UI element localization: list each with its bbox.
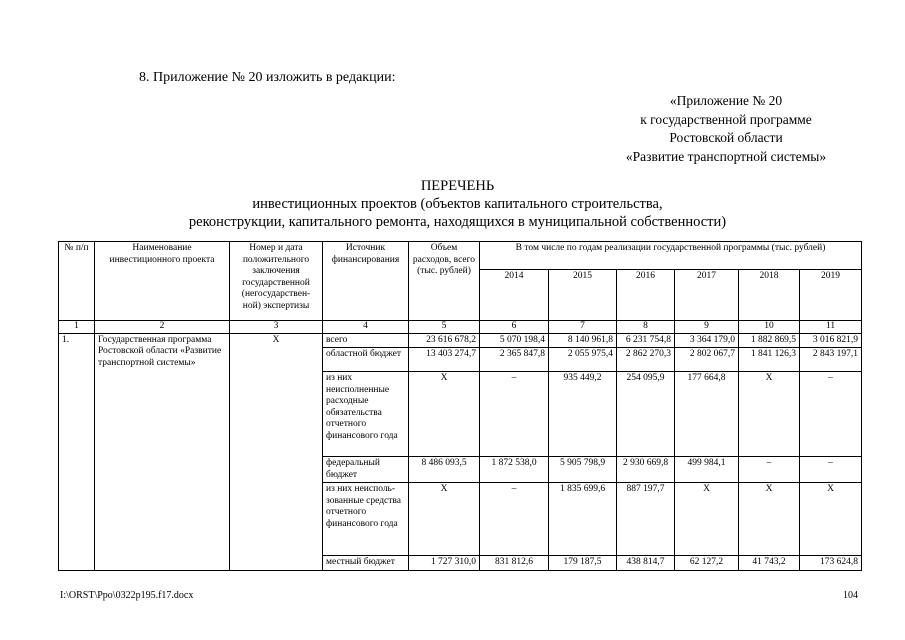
- value-cell: 6 231 754,8: [617, 333, 675, 348]
- column-number: 11: [800, 321, 862, 334]
- title-main: ПЕРЕЧЕНЬ: [420, 178, 495, 194]
- value-cell: 62 127,2: [675, 556, 739, 571]
- value-cell: 3 016 821,9: [800, 333, 862, 348]
- column-number: 3: [230, 321, 323, 334]
- projects-table: [58, 241, 862, 571]
- column-number: 10: [739, 321, 800, 334]
- column-number: 7: [549, 321, 617, 334]
- appendix-line-4: «Развитие транспортной системы»: [625, 148, 827, 164]
- value-cell: 3 364 179,0: [675, 333, 739, 348]
- value-cell: 2 802 067,7: [675, 348, 739, 372]
- project-expertise: Х: [230, 333, 323, 570]
- value-cell: –: [800, 372, 862, 457]
- paragraph-8: 8. Приложение № 20 изложить в редакции:: [139, 70, 396, 85]
- value-cell: 2 055 975,4: [549, 348, 617, 372]
- value-cell: 887 197,7: [617, 483, 675, 556]
- value-cell: Х: [739, 483, 800, 556]
- project-number: 1.: [59, 333, 95, 570]
- value-cell: 177 664,8: [675, 372, 739, 457]
- appendix-line-3: Ростовской области: [669, 130, 783, 145]
- header-year: 2018: [739, 270, 800, 321]
- header-volume: Объем расходов, всего (тыс. рублей): [409, 242, 480, 321]
- footer-page-number: 104: [843, 590, 858, 601]
- value-cell: 1 841 126,3: [739, 348, 800, 372]
- appendix-line-2: к государственной программе: [640, 111, 812, 127]
- table-header-row-1: [59, 242, 862, 270]
- value-cell: 179 187,5: [549, 556, 617, 571]
- title-sub-2: реконструкции, капитального ремонта, находящихся в муниципальной собственности): [188, 214, 727, 230]
- header-name: Наименование инвестиционного проекта: [95, 242, 230, 321]
- value-cell: 5 905 798,9: [549, 457, 617, 483]
- column-number: 1: [59, 321, 95, 334]
- value-cell: 5 070 198,4: [480, 333, 549, 348]
- value-cell: 1 872 538,0: [480, 457, 549, 483]
- value-cell: –: [480, 372, 549, 457]
- column-number: 6: [480, 321, 549, 334]
- funding-source: из них неисполненные расходные обязательства отчетного финансового года: [323, 372, 409, 457]
- funding-source: федеральный бюджет: [323, 457, 409, 483]
- table-row: [59, 333, 862, 348]
- project-name: Государственная программа Ростовской области «Развитие транспортной системы»: [95, 333, 230, 570]
- header-year: 2015: [549, 270, 617, 321]
- value-cell: 8 140 961,8: [549, 333, 617, 348]
- value-cell: 2 843 197,1: [800, 348, 862, 372]
- value-cell: 935 449,2: [549, 372, 617, 457]
- column-number: 5: [409, 321, 480, 334]
- value-cell: 1 835 699,6: [549, 483, 617, 556]
- value-cell: 8 486 093,5: [409, 457, 480, 483]
- document-title: [60, 177, 855, 231]
- value-cell: Х: [739, 372, 800, 457]
- column-number: 9: [675, 321, 739, 334]
- column-number: 2: [95, 321, 230, 334]
- column-number: 4: [323, 321, 409, 334]
- value-cell: –: [480, 483, 549, 556]
- value-cell: –: [739, 457, 800, 483]
- funding-source: всего: [323, 333, 409, 348]
- value-cell: 831 812,6: [480, 556, 549, 571]
- funding-source: областной бюджет: [323, 348, 409, 372]
- value-cell: 2 862 270,3: [617, 348, 675, 372]
- header-source: Источник финансирования: [323, 242, 409, 321]
- value-cell: –: [800, 457, 862, 483]
- value-cell: 41 743,2: [739, 556, 800, 571]
- value-cell: 254 095,9: [617, 372, 675, 457]
- header-expertise: Номер и дата положительного заключения государственной (негосударствен-ной) экспертизы: [230, 242, 323, 321]
- value-cell: Х: [800, 483, 862, 556]
- value-cell: Х: [409, 483, 480, 556]
- header-year: 2016: [617, 270, 675, 321]
- value-cell: 2 930 669,8: [617, 457, 675, 483]
- value-cell: 499 984,1: [675, 457, 739, 483]
- header-year: 2014: [480, 270, 549, 321]
- value-cell: 13 403 274,7: [409, 348, 480, 372]
- funding-source: из них неисполь-зованные средства отчетного финансового года: [323, 483, 409, 556]
- header-years-group: В том числе по годам реализации государственной программы (тыс. рублей): [480, 242, 862, 270]
- value-cell: 2 365 847,8: [480, 348, 549, 372]
- header-no: № п/п: [59, 242, 95, 321]
- funding-source: местный бюджет: [323, 556, 409, 571]
- title-sub-1: инвестиционных проектов (объектов капитального строительства,: [252, 196, 663, 212]
- value-cell: 1 882 869,5: [739, 333, 800, 348]
- header-year: 2019: [800, 270, 862, 321]
- value-cell: Х: [675, 483, 739, 556]
- value-cell: 1 727 310,0: [409, 556, 480, 571]
- value-cell: 173 624,8: [800, 556, 862, 571]
- appendix-line-1: «Приложение № 20: [669, 93, 783, 108]
- footer-file-path: I:\ORST\Ppo\0322p195.f17.docx: [60, 590, 194, 601]
- value-cell: Х: [409, 372, 480, 457]
- column-number: 8: [617, 321, 675, 334]
- header-year: 2017: [675, 270, 739, 321]
- value-cell: 438 814,7: [617, 556, 675, 571]
- appendix-heading: [596, 92, 856, 166]
- value-cell: 23 616 678,2: [409, 333, 480, 348]
- column-number-row: [59, 321, 862, 334]
